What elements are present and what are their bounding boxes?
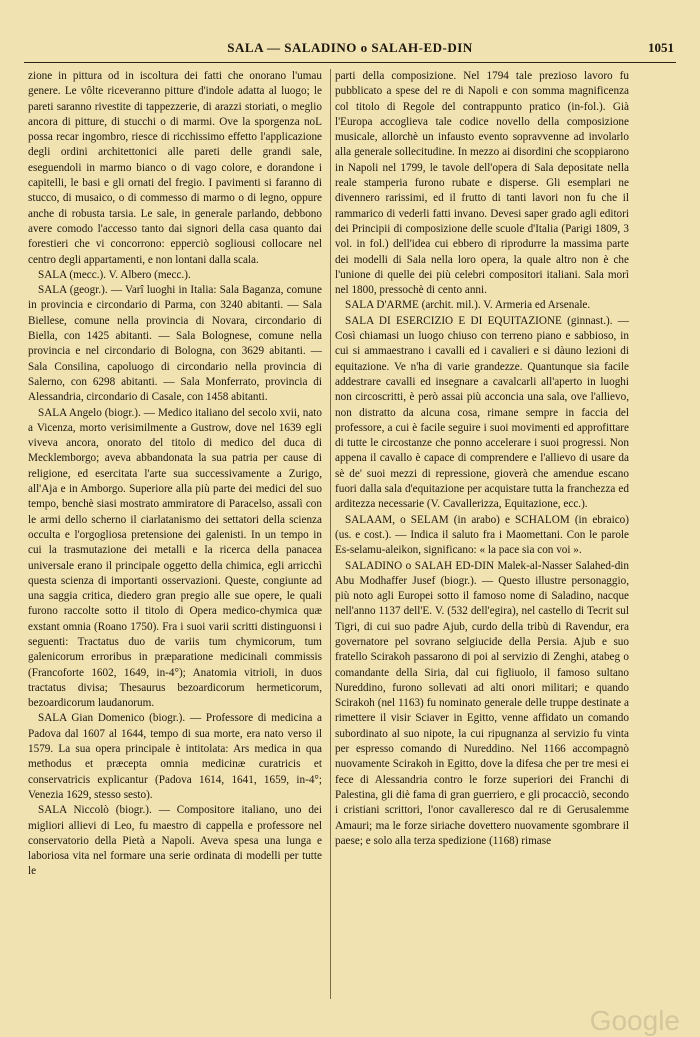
header-rule <box>24 62 676 63</box>
column-divider <box>330 69 331 999</box>
page-number: 1051 <box>648 40 674 55</box>
watermark: Google <box>589 1005 680 1036</box>
entry-sala-angelo: SALA Angelo (biogr.). — Medico italiano del secolo xvii, nato a Vicenza, morto verisimilmente a Gustrow, dove nel 1639 egli viveva ancora, onorato del titolo di medico del duca di Mecklemborgo; aveva abbandonata la sua patria per cause di religione, ed esercitata l'arte sua successivamente a Zurigo, all'Aja e in Amborgo. Superiore alla più parte dei medici del suo tempo, benchè siasi mostrato ammiratore di Paracelso, assalì con le armi dello scherno il ciarlatanismo dei settatori della scienza occulta e l'orgogliosa pretensione dei galenisti. In un tempo in cui la trasmutazione dei metalli e la ricerca della panacea universale erano il principale oggetto della chimica, egli arricchì questa scienza di importanti osservazioni. Queste, congiunte ad una saggia critica, diedero gran pregio alle sue opere, le quali furono raccolte sotto il titolo di Opera medico-chymica quæ exstant omnia (Roano 1750). Fra i suoi varii scritti distinguonsi i seguenti: Tractatus duo de variis tum chymicorum, tum galenicorum erroribus in præparatione medicinali commissis (Francoforte 1602, 1649, in-4°); Anatomia vitrioli, in duos tractatus divisa; Thesaurus bezoardicorum hermeticorum, bezoardicorum laudanorum. <box>28 406 322 710</box>
entry-sala-geogr: SALA (geogr.). — Varî luoghi in Italia: Sala Baganza, comune in provincia e circondario di Parma, con 3240 abitanti. — Sala Biellese, comune nella provincia di Novara, circondario di Biella, con 1425 abitanti. — Sala Bolognese, comune nella provincia e nel circondario di Bologna, con 3629 abitanti. — Sala Consilina, capoluogo di circondario nella provincia di Salerno, con 6298 abitanti. — Sala Monferrato, provincia di Alessandria, circondario di Casale, con 1458 abitanti. <box>28 284 322 404</box>
left-column <box>28 69 322 880</box>
right-column <box>335 69 629 849</box>
entry-sala-darme: SALA D'ARME (archit. mil.). V. Armeria ed Arsenale. <box>345 299 591 312</box>
entry-salaam: SALAAM, o SELAM (in arabo) e SCHALOM (in ebraico) (us. e cost.). — Indica il saluto fra i Maomettani. Con le parole Es-selamu-aleikon, significano: « la pace sia con voi ». <box>335 513 629 557</box>
entry-sala-mecc: SALA (mecc.). V. Albero (mecc.). <box>38 268 191 281</box>
entry-saladino: SALADINO o SALAH ED-DIN Malek-al-Nasser Salahed-din Abu Modhaffer Jusef (biogr.). — Questo illustre personaggio, più noto agli Europei sotto il famoso nome di Saladino, nacque nell'anno 1137 dell'E. V. (532 dell'egira), nel castello di Tecrit sul Tigri, di cui suo padre Ajub, curdo della tribù di Ravendur, era governatore pel sovrano selgiucide della Persia. Ajub e suo fratello Scirakoh passarono di poi al servizio di Zenghi, atabeg o comandante della Siria, dal cui figliuolo, il famoso sultano Nureddino, furono sollevati ad alti onori militari; e quando Scirakoh (nel 1163) fu nominato generale delle truppe destinate a rimettere il visir Sciaver in Egitto, venne affidato un comando subordinato al suo nipote, la cui ripugnanza al servizio fu vinta per espresso comando di Nureddino. Nel 1166 accompagnò nuovamente Scirakoh in Egitto, dove la difesa che per tre mesi ei fece di Alessandria contro le forze superiori dei Franchi di Palestina, gli diè fama di gran guerriero, e gli procacciò, secondo i cristiani scrittori, l'onor cavalleresco dal re di Gerusalemme Amauri; ma le forze siriache dovettero nuovamente sgombrare il paese; e solo alla terza spedizione (1168) rimase <box>335 559 629 847</box>
entry-sala-niccolo: SALA Niccolò (biogr.). — Compositore italiano, uno dei migliori allievi di Leo, fu maestro di cappella e professore nel conservatorio della Pietà a Napoli. Aveva spesa una lunga e laboriosa vita nel formare una serie ordinata di modelli per tutte le <box>28 804 322 878</box>
running-title: SALA — SALADINO o SALAH-ED-DIN <box>227 40 473 55</box>
paragraph: parti della composizione. Nel 1794 tale prezioso lavoro fu pubblicato a spese del re di Napoli e con somma magnificenza col titolo di Regole del contrappunto pratico (in-fol.). Già l'Europa accoglieva tale codice novello della composizione musicale, allorchè un infausto evento sopravvenne ad involarlo alla generale sollecitudine. In mezzo ai disordini che scoppiarono in Napoli nel 1799, le tavole dell'opera di Sala depositate nella reale stamperia furono rubate e disperse. Gli esemplari ne divennero rarissimi, ed il frutto di tanti lavori non fu che il rammarico di vederli fatti invano. Devesi saper grado agli editori dei Principii di composizione delle scuole d'Italia (Parigi 1809, 3 vol. in fol.) dell'idea cui ebbero di riprodurre la massima parte dei modelli di Sala nella loro opera, la quale altro non è che l'unione di quelle dei più celebri compositori italiani. Sala morì nel 1800, pressochè di cento anni. <box>335 70 629 297</box>
running-head <box>24 40 676 62</box>
paragraph: zione in pittura od in iscoltura dei fatti che onorano l'umau genere. Le vôlte riceveranno pitture d'indole adatta al luogo; le pareti saranno rivestite di tappezzerie, di arazzi storiati, o meglio ancora di pitture, di stucchi o di marmi. Ove la sporgenza noL possa recar ingombro, riesce di ricchissimo effetto l'applicazione degli ordini architettonici alle pareti delle grandi sale, eseguendoli in marmo bianco o di vago colore, e dorandone i capitelli, le basi e gli ornati del fregio. I pavimenti si faranno di stucco, di musaico, o di commesso di marmo o di legno, oppure anche di robusta tarsia. Le sale, in generale parlando, debbono avere comodo l'accesso tanto dai signori della casa quanto dai forestieri che vi concorrono: epperciò sogliousi collocare nel centro degli appartamenti, e non lontani dalla scala. <box>28 70 322 266</box>
entry-sala-gian-domenico: SALA Gian Domenico (biogr.). — Professore di medicina a Padova dal 1607 al 1644, tempo di sua morte, era nato verso il 1579. La sua opera principale è intitolata: Ars medica in qua methodus et præcepta omnia medicinæ curatricis et conservatricis explicantur (Padova 1614, 1641, 1659, in-4°; Venezia 1629, stesso sesto). <box>28 712 322 801</box>
entry-sala-esercizio: SALA DI ESERCIZIO E DI EQUITAZIONE (ginnast.). — Così chiamasi un luogo chiuso con terreno piano e sabbioso, in cui si ammaestrano i cavalli ed i cavalieri e si dàuno lezioni di equitazione. Ve n'ha di varie grandezze. Quantunque sia facile addestrare cavalli ed insegnare a cavalcarli all'aperto in luoghi non circoscritti, è però assai più acconcia una sala, ove l'allievo, non distratto da alcuna cosa, rimane sempre in faccia del professore, a cui è facile seguire i suoi movimenti ed approfittare di tutte le circostanze che ponno accelerare i suoi progressi. Non appena il cavallo è capace di comprendere e l'allievo di usare da sè de' suoi mezzi di repressione, gioverà che amendue escano fuori dalla sala d'equitazione per acquistare tutta la franchezza ed arditezza necessarie (V. Cavallerizza, Equitazione, ecc.). <box>335 314 629 511</box>
